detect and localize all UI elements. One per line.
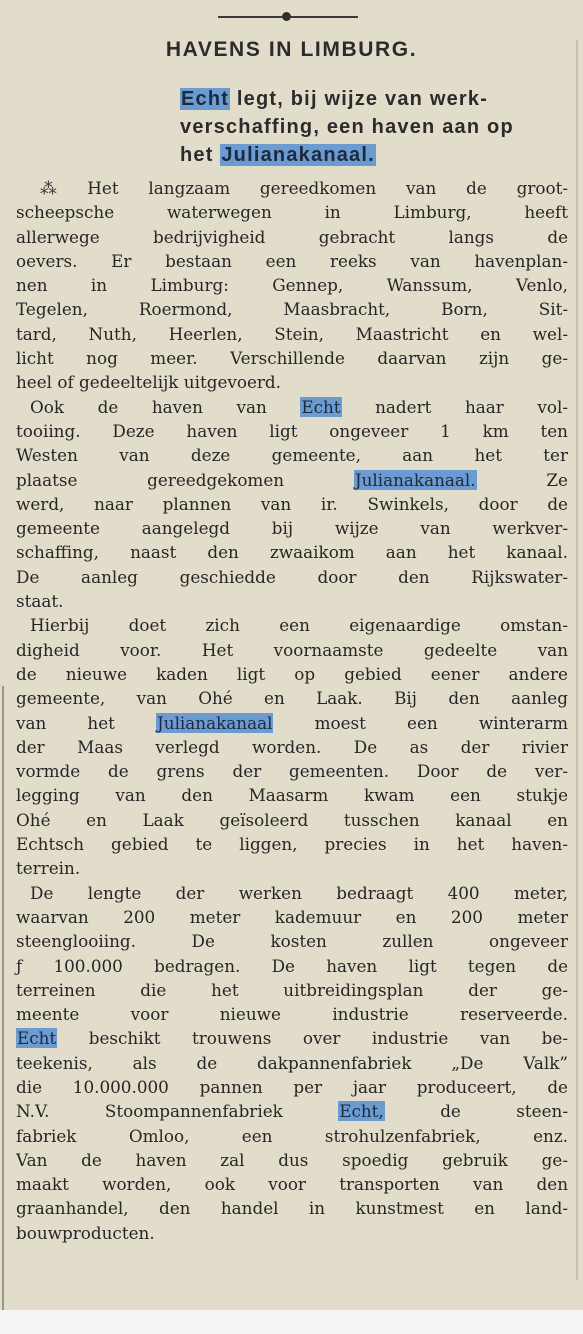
highlighted-term: Julianakanaal: [157, 712, 273, 733]
text-run: scheepsche waterwegen in Limburg, heeft: [16, 202, 568, 223]
column-edge-line: [576, 40, 578, 1280]
text-run: waarvan 200 meter kademuur en 200 meter: [16, 906, 568, 927]
text-run: beschikt trouwens over industrie van be-: [57, 1028, 568, 1049]
text-run: allerwege bedrijvigheid gebracht langs de: [16, 226, 568, 247]
highlighted-term: Echt: [301, 396, 341, 417]
text-line: [16, 1124, 568, 1148]
subhead-line: het Julianakanaal.: [180, 144, 375, 166]
text-run: teekenis, als de dakpannenfabriek „De Valk”: [16, 1052, 568, 1073]
text-run: werd, naar plannen van ir. Swinkels, door de: [16, 493, 568, 514]
text-run: De lengte der werken bedraagt 400 meter,: [30, 882, 568, 903]
text-line: [16, 516, 568, 540]
text-line: [16, 686, 568, 710]
text-run: de steen-: [384, 1101, 568, 1122]
text-line: [16, 662, 568, 686]
text-line: [16, 468, 568, 492]
text-run: van het: [16, 712, 157, 733]
text-run: de nieuwe kaden ligt op gebied eener andere: [16, 663, 568, 684]
text-run: Van de haven zal dus spoedig gebruik ge-: [16, 1149, 568, 1170]
text-line: [16, 565, 568, 589]
text-line: [16, 759, 568, 783]
text-run: plaatse gereedgekomen: [16, 469, 354, 490]
text-run: moest een winterarm: [273, 712, 568, 733]
text-line: [16, 1172, 568, 1196]
text-line: [16, 225, 568, 249]
text-run: tooiing. Deze haven ligt ongeveer 1 km ten: [16, 420, 568, 441]
text-line: [16, 638, 568, 662]
text-run: De aanleg geschiedde door den Rijkswater-: [16, 566, 568, 587]
text-run: Het langzaam gereedkomen van de groot-: [87, 178, 568, 198]
text-line: [16, 297, 568, 321]
text-line: [16, 905, 568, 929]
text-run: bouwproducten.: [16, 1222, 155, 1243]
text-line: [16, 443, 568, 467]
text-line: [16, 540, 568, 564]
text-run: staat.: [16, 591, 64, 612]
text-run: heel of gedeeltelijk uitgevoerd.: [16, 372, 281, 393]
text-line: [16, 589, 568, 613]
text-run: digheid voor. Het voornaamste gedeelte van: [16, 639, 568, 660]
text-run: nadert haar vol-: [341, 396, 568, 417]
text-line: [16, 176, 568, 200]
text-line: [16, 1002, 568, 1026]
highlighted-term: Echt,: [339, 1101, 384, 1122]
text-run: N.V. Stoompannenfabriek: [16, 1101, 339, 1122]
subhead-line: verschaffing, een haven aan op: [180, 116, 514, 138]
subhead-line: Echt legt, bij wijze van werk-: [181, 88, 489, 110]
text-run: Ook de haven van: [30, 396, 301, 417]
article-subheading: [180, 85, 570, 169]
text-run: licht nog meer. Verschillende daarvan zijn ge-: [16, 348, 568, 369]
text-line: [16, 395, 568, 419]
text-run: meente voor nieuwe industrie reserveerde.: [16, 1004, 568, 1025]
text-line: [16, 1221, 568, 1245]
article-title: HAVENS IN LIMBURG.: [165, 38, 418, 61]
highlighted-term: Julianakanaal.: [221, 144, 375, 166]
text-run: Echtsch gebied te liggen, precies in het haven-: [16, 834, 568, 855]
text-line: [16, 1196, 568, 1220]
text-run: die 10.000.000 pannen per jaar produceert, de: [16, 1076, 568, 1097]
text-run: terrein.: [16, 858, 81, 879]
highlighted-term: Echt: [17, 1028, 57, 1049]
text-run: Westen van deze gemeente, aan het ter: [16, 445, 568, 466]
text-run: fabriek Omloo, een strohulzenfabriek, enz.: [16, 1125, 568, 1146]
highlighted-term: Echt: [181, 88, 230, 110]
text-line: [16, 856, 568, 880]
text-run: schaffing, naast den zwaaikom aan het kanaal.: [16, 542, 568, 563]
text-line: [16, 419, 568, 443]
text-line: [16, 978, 568, 1002]
asterism-icon: ⁂: [40, 178, 82, 198]
text-run: vormde de grens der gemeenten. Door de ver-: [16, 761, 568, 782]
header-rule-ornament: [282, 12, 291, 21]
text-line: [16, 346, 568, 370]
text-line: [16, 711, 568, 735]
text-run: gemeente aangelegd bij wijze van werkver-: [16, 518, 568, 539]
article-body: [16, 176, 568, 1245]
text-run: tard, Nuth, Heerlen, Stein, Maastricht en wel-: [16, 323, 568, 344]
text-line: [16, 954, 568, 978]
text-line: [16, 808, 568, 832]
text-line: [16, 783, 568, 807]
text-run: terreinen die het uitbreidingsplan der ge-: [16, 979, 568, 1000]
text-line: [16, 370, 568, 394]
text-run: oevers. Er bestaan een reeks van havenplan-: [16, 250, 568, 271]
text-line: [16, 249, 568, 273]
text-run: steenglooiing. De kosten zullen ongeveer: [16, 931, 568, 952]
text-line: [16, 1051, 568, 1075]
column-edge-line: [2, 686, 4, 1310]
text-line: [16, 200, 568, 224]
text-line: [16, 1099, 568, 1123]
highlighted-term: Julianakanaal.: [354, 469, 476, 490]
text-line: [16, 273, 568, 297]
text-run: Hierbij doet zich een eigenaardige omstan-: [30, 615, 568, 636]
text-line: [16, 492, 568, 516]
text-line: [16, 735, 568, 759]
text-line: [16, 1075, 568, 1099]
text-run: Ohé en Laak geïsoleerd tusschen kanaal en: [16, 809, 568, 830]
text-run: nen in Limburg: Gennep, Wanssum, Venlo,: [16, 275, 568, 296]
text-line: [16, 929, 568, 953]
text-line: [16, 613, 568, 637]
text-line: [16, 881, 568, 905]
text-line: [16, 832, 568, 856]
text-run: Ze: [476, 469, 568, 490]
text-run: maakt worden, ook voor transporten van den: [16, 1174, 568, 1195]
text-run: ƒ 100.000 bedragen. De haven ligt tegen de: [16, 955, 568, 976]
text-line: [16, 322, 568, 346]
text-run: legging van den Maasarm kwam een stukje: [16, 785, 568, 806]
text-run: der Maas verlegd worden. De as der rivier: [16, 736, 568, 757]
text-line: [16, 1026, 568, 1050]
text-run: graanhandel, den handel in kunstmest en land-: [16, 1198, 568, 1219]
text-line: [16, 1148, 568, 1172]
text-run: Tegelen, Roermond, Maasbracht, Born, Sit-: [16, 299, 568, 320]
text-run: gemeente, van Ohé en Laak. Bij den aanleg: [16, 688, 568, 709]
